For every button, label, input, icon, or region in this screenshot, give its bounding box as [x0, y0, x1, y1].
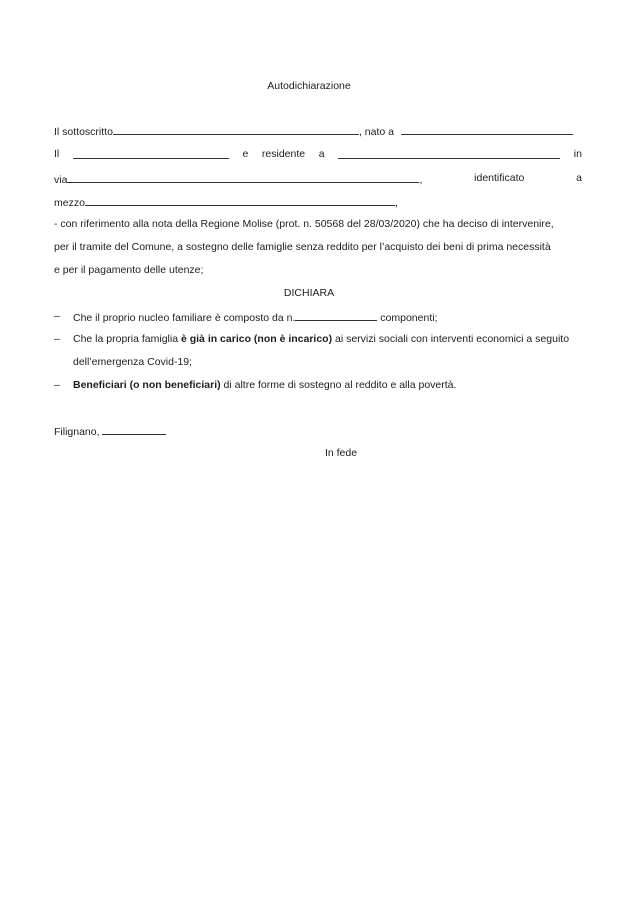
- list-item-famiglia: [73, 333, 569, 345]
- label-in: in: [573, 148, 582, 160]
- place-label: Filignano,: [54, 426, 100, 438]
- street-blank[interactable]: [67, 172, 419, 183]
- item1-suffix: componenti;: [380, 312, 438, 324]
- dichiara-heading: DICHIARA: [283, 287, 335, 299]
- components-blank[interactable]: [295, 310, 377, 321]
- name-blank[interactable]: [113, 124, 359, 135]
- paragraph-line: e per il pagamento delle utenze;: [54, 264, 204, 276]
- item1-text: Che il proprio nucleo familiare è composto da n.: [73, 312, 296, 324]
- item3-text: di altre forme di sostegno al reddito e alla povertà.: [220, 379, 457, 391]
- item2-rest: ai servizi sociali con interventi economici a seguito: [332, 333, 570, 345]
- birthplace-blank[interactable]: [401, 124, 573, 135]
- dash-bullet: –: [54, 379, 60, 391]
- residence-blank[interactable]: [338, 148, 560, 159]
- label-sottoscritto: Il sottoscritto: [54, 126, 113, 138]
- label-e: e: [242, 148, 249, 160]
- line-sottoscritto: [54, 124, 582, 138]
- label-residente: residente: [261, 148, 306, 160]
- closing-in-fede: In fede: [324, 447, 358, 459]
- list-item-nucleo: [73, 310, 438, 324]
- label-mezzo: mezzo: [54, 197, 85, 209]
- date-blank[interactable]: [102, 424, 166, 435]
- comma: ,: [394, 197, 398, 209]
- document-title: Autodichiarazione: [267, 80, 351, 92]
- item2-bold: è già in carico (non è incarico): [180, 333, 333, 345]
- paragraph-line: per il tramite del Comune, a sostegno delle famiglie senza reddito per l’acquisto dei beni di prima necessità: [54, 241, 551, 253]
- label-a: a: [318, 148, 325, 160]
- birthdate-blank[interactable]: [73, 148, 229, 159]
- label-via: via: [54, 174, 68, 186]
- dash-bullet: –: [54, 333, 60, 345]
- id-document-blank[interactable]: [85, 195, 395, 206]
- label-il: Il: [54, 148, 60, 160]
- label-nato-a: , nato a: [358, 126, 394, 138]
- comma: ,: [419, 174, 423, 186]
- line-mezzo: [54, 195, 582, 209]
- label-a2: a: [576, 172, 582, 184]
- line-date-residence: [54, 148, 582, 160]
- list-item-beneficiari: [73, 379, 456, 391]
- line-via: [54, 172, 582, 186]
- dash-bullet: –: [54, 310, 60, 322]
- label-identificato: identificato: [474, 172, 525, 184]
- item2-text: Che la propria famiglia: [73, 333, 181, 345]
- paragraph-line: - con riferimento alla nota della Regione Molise (prot. n. 50568 del 28/03/2020) che ha deciso di intervenire,: [54, 218, 554, 230]
- list-item-famiglia-cont: dell’emergenza Covid-19;: [73, 356, 193, 368]
- place-date-line: [54, 424, 582, 438]
- item3-bold: Beneficiari (o non beneficiari): [73, 379, 221, 391]
